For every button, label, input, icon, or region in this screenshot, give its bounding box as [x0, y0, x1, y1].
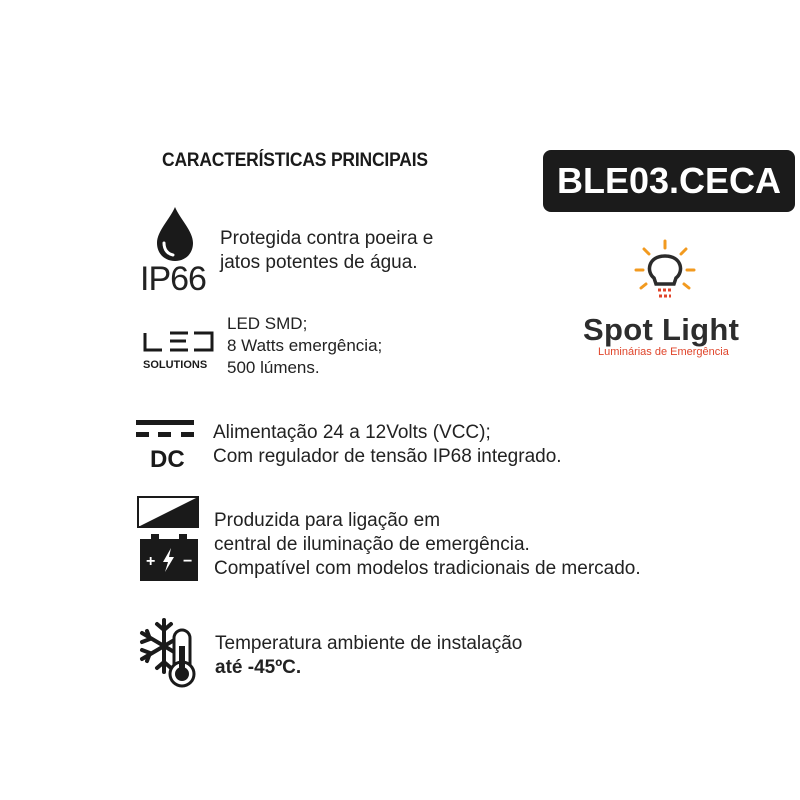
- brand-tagline: Luminárias de Emergência: [598, 346, 729, 358]
- ip66-label: IP66: [140, 260, 206, 298]
- cold-temperature-icon: [136, 616, 206, 690]
- feature-temperature-text: Temperatura ambiente de instalação até -45ºC.: [215, 633, 523, 678]
- feature-ip66-text: Protegida contra poeira e jatos potentes de água.: [220, 228, 434, 273]
- led-solutions-label: SOLUTIONS: [143, 359, 208, 371]
- dc-current-icon: [136, 420, 196, 442]
- battery-icon: [137, 496, 201, 582]
- feature-dc-text: Alimentação 24 a 12Volts (VCC); Com regulador de tensão IP68 integrado.: [213, 422, 562, 467]
- svg-text:+: +: [146, 553, 156, 570]
- feature-battery-text: Produzida para ligação em central de iluminação de emergência. Compatível com modelos tradicionais de mercado.: [214, 510, 641, 579]
- lightbulb-icon: [632, 238, 698, 304]
- brand-name: Spot Light: [583, 312, 740, 347]
- led-logo-icon: [142, 331, 216, 353]
- feature-led-text: LED SMD; 8 Watts emergência; 500 lúmens.: [227, 314, 383, 377]
- water-drop-icon: [154, 205, 196, 263]
- dc-label: DC: [150, 446, 185, 473]
- page-title: CARACTERÍSTICAS PRINCIPAIS: [162, 150, 428, 171]
- svg-text:−: −: [183, 553, 193, 570]
- product-code-badge: BLE03.CECA: [543, 150, 795, 212]
